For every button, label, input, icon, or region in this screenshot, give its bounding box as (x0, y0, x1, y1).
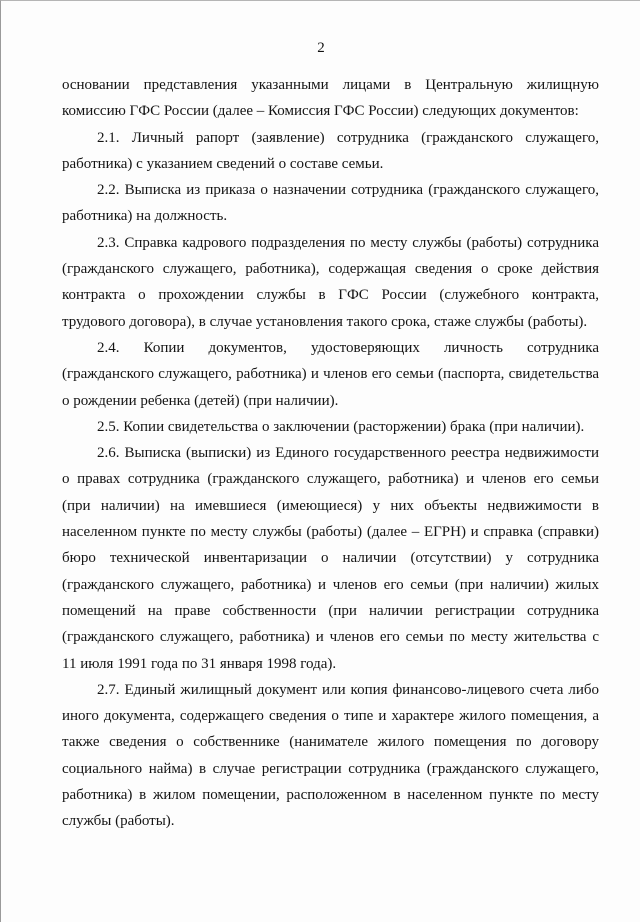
text-line: иного документа, содержащего сведения о типе и характере жилого помещения, а (62, 708, 599, 725)
text-line: 2.6. Выписка (выписки) из Единого государственного реестра недвижимости (97, 445, 599, 462)
text-line: социального найма) в случае регистрации сотрудника (гражданского служащего, (62, 760, 599, 777)
page-number: 2 (317, 40, 325, 56)
text-line: службы (работы). (62, 813, 175, 830)
text-line: 2.7. Единый жилищный документ или копия финансово-лицевого счета либо (97, 681, 599, 698)
text-line: работника) с указанием сведений о составе семьи. (62, 155, 384, 172)
text-line: (гражданского служащего, работника) и членов его семьи (паспорта, свидетельства (62, 366, 599, 383)
text-line: (при наличии) на имевшиеся (имеющиеся) у них объекты недвижимости в (62, 497, 599, 514)
text-line: помещений на праве собственности (при наличии регистрации сотрудника (62, 602, 599, 619)
text-line: (гражданского служащего, работника) и членов его семьи (при наличии) жилых (62, 576, 599, 593)
text-line: работника) в жилом помещении, расположенном в населенном пункте по месту (62, 787, 599, 804)
text-line: 2.3. Справка кадрового подразделения по месту службы (работы) сотрудника (97, 234, 599, 251)
text-line: 2.2. Выписка из приказа о назначении сотрудника (гражданского служащего, (97, 182, 599, 199)
text-line: трудового договора), в случае установления такого срока, стаже службы (работы). (62, 313, 588, 330)
text-line: контракта о прохождении службы в ГФС России (служебного контракта, (62, 287, 599, 304)
text-line: о рождении ребенка (детей) (при наличии). (62, 392, 339, 409)
text-line: 11 июля 1991 года по 31 января 1998 года). (62, 655, 337, 672)
text-line: о правах сотрудника (гражданского служащего, работника) и членов его семьи (62, 471, 599, 488)
text-line: комиссию ГФС России (далее – Комиссия ГФС России) следующих документов: (62, 103, 579, 120)
text-line: 2.4. Копии документов, удостоверяющих личность сотрудника (97, 339, 599, 356)
text-line: работника) на должность. (62, 208, 228, 225)
text-line: 2.5. Копии свидетельства о заключении (расторжении) брака (при наличии). (97, 418, 585, 435)
text-line: (гражданского служащего, работника), содержащая сведения о сроке действия (62, 261, 599, 278)
text-line: (гражданского служащего, работника) и членов его семьи по месту жительства с (62, 629, 599, 646)
text-line: 2.1. Личный рапорт (заявление) сотрудника (гражданского служащего, (97, 129, 599, 146)
text-line: основании представления указанными лицами в Центральную жилищную (62, 77, 599, 93)
text-line: населенном пункте по месту службы (работы) (далее – ЕГРН) и справка (справки) (62, 524, 599, 541)
document-body (62, 72, 599, 835)
text-line: также сведения о собственнике (нанимателе жилого помещения по договору (62, 734, 599, 751)
text-line: бюро технической инвентаризации о наличии (отсутствии) у сотрудника (62, 550, 599, 567)
